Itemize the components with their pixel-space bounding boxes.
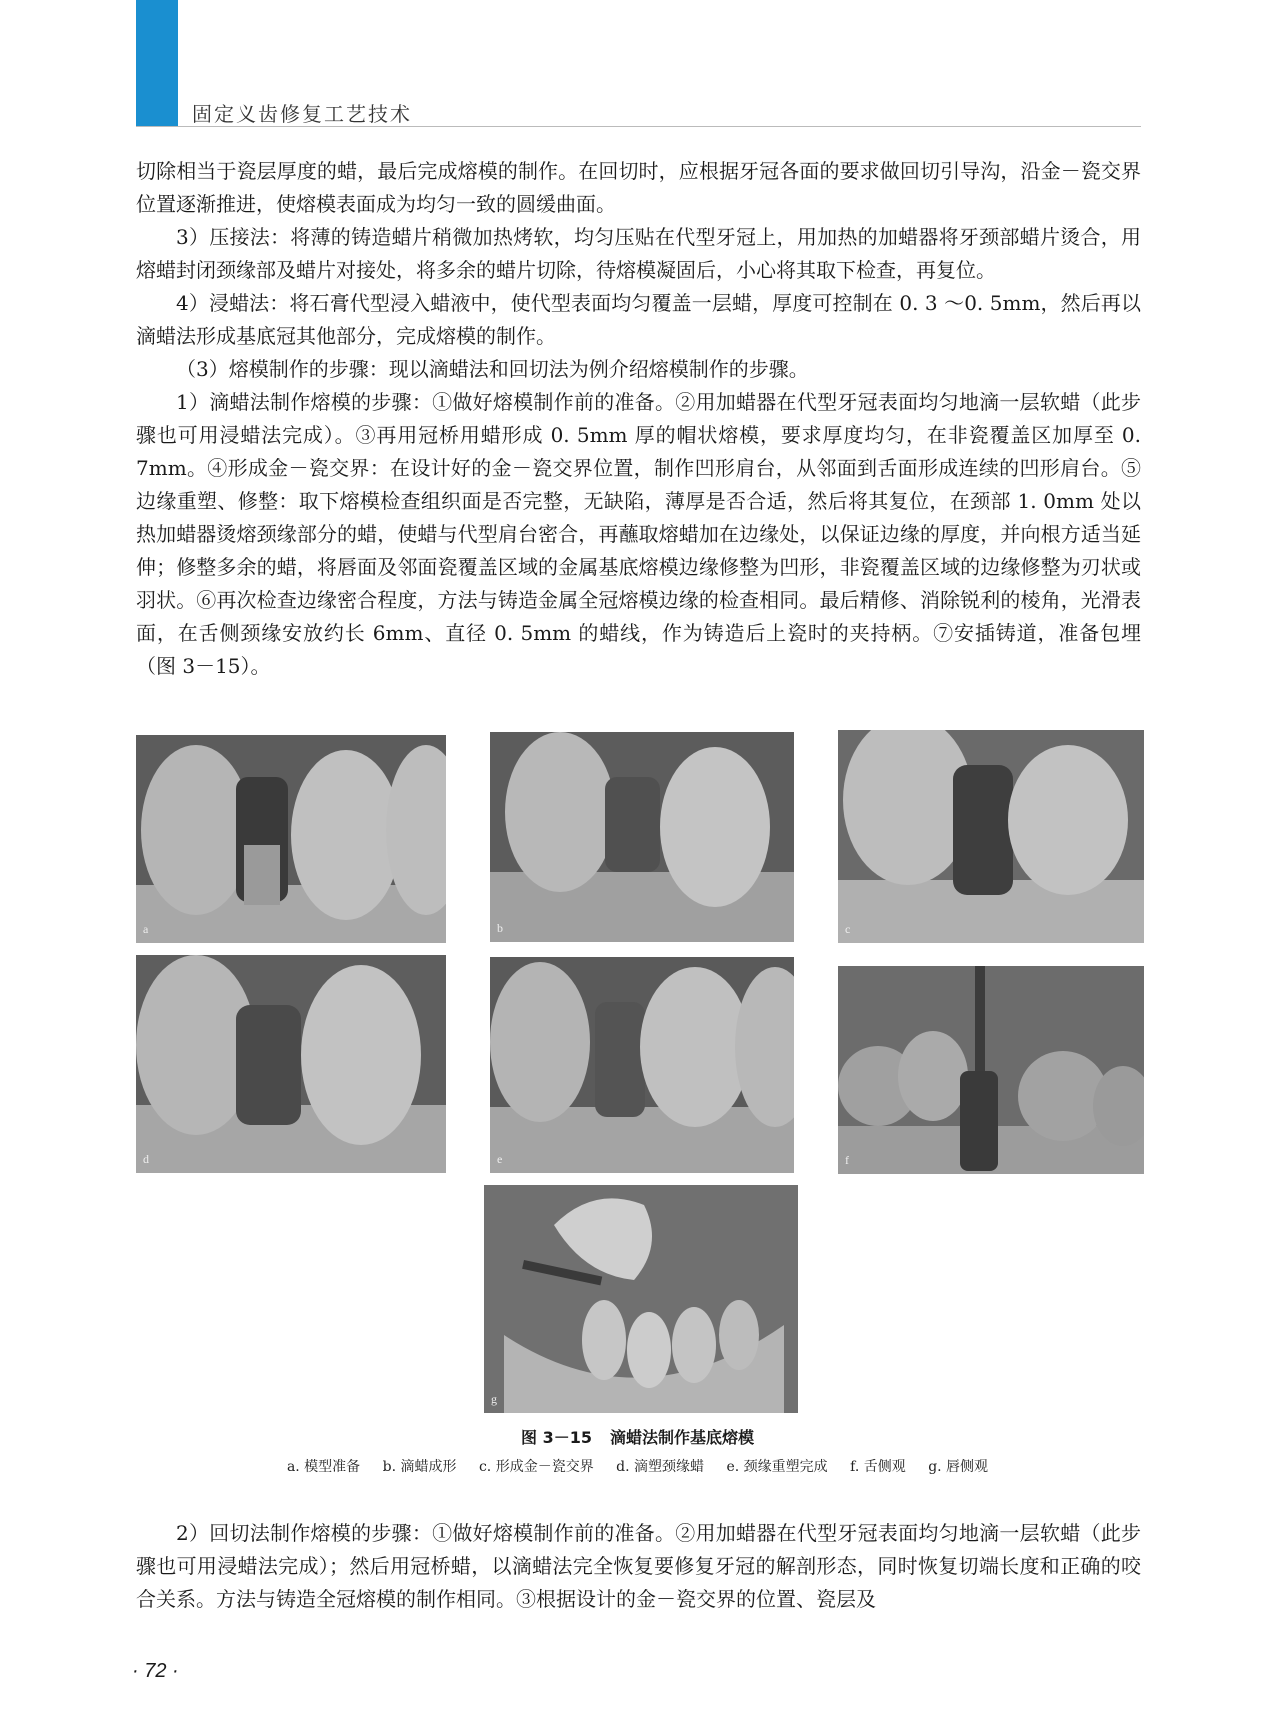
figure-photo-g [484, 1185, 798, 1413]
figure-title: 滴蜡法制作基底熔模 [609, 1428, 754, 1447]
panel-letter: e [497, 1152, 503, 1166]
panel-letter: a [143, 922, 149, 936]
subcaption-f: f. 舌侧观 [850, 1459, 906, 1475]
subcaption-g: g. 唇侧观 [928, 1459, 989, 1475]
running-header-title: 固定义齿修复工艺技术 [192, 102, 412, 126]
subcaption-a: a. 模型准备 [286, 1459, 361, 1475]
subcaption-e: e. 颈缘重塑完成 [726, 1459, 828, 1475]
panel-letter: g [491, 1392, 497, 1406]
subcaption-d: d. 滴塑颈缘蜡 [616, 1459, 705, 1475]
paragraph: 2）回切法制作熔模的步骤：①做好熔模制作前的准备。②用加蜡器在代型牙冠表面均匀地滴一层软蜡（此步骤也可用浸蜡法完成）；然后用冠桥蜡，以滴蜡法完全恢复要修复牙冠的解剖形态，同时恢复切端长度和正确的咬合关系。方法与铸造全冠熔模的制作相同。③根据设计的金－瓷交界的位置、瓷层及 [136, 1521, 1141, 1611]
subcaption-c: c. 形成金－瓷交界 [478, 1459, 594, 1475]
figure-photo-a [136, 735, 446, 943]
paragraph: 3）压接法：将薄的铸造蜡片稍微加热烤软，均匀压贴在代型牙冠上，用加热的加蜡器将牙颈部蜡片烫合，用熔蜡封闭颈缘部及蜡片对接处，将多余的蜡片切除，待熔模凝固后，小心将其取下检查，再复位。 [136, 225, 1141, 282]
panel-letter: d [143, 1152, 149, 1166]
panel-letter: b [497, 921, 503, 935]
header-accent-bar [136, 0, 178, 126]
figure-number: 图 3－15 [521, 1428, 592, 1447]
figure-photo-c [838, 730, 1144, 943]
paragraph: 切除相当于瓷层厚度的蜡，最后完成熔模的制作。在回切时，应根据牙冠各面的要求做回切引导沟，沿金－瓷交界位置逐渐推进，使熔模表面成为均匀一致的圆缓曲面。 [136, 159, 1141, 216]
page-number: · 72 · [132, 1660, 179, 1682]
panel-letter: c [845, 922, 851, 936]
figure-photo-b [490, 732, 794, 942]
paragraph: 4）浸蜡法：将石膏代型浸入蜡液中，使代型表面均匀覆盖一层蜡，厚度可控制在 0. 3 ～0. 5mm，然后再以滴蜡法形成基底冠其他部分，完成熔模的制作。 [136, 291, 1141, 348]
paragraph: 1）滴蜡法制作熔模的步骤：①做好熔模制作前的准备。②用加蜡器在代型牙冠表面均匀地滴一层软蜡（此步骤也可用浸蜡法完成）。③再用冠桥用蜡形成 0. 5mm 厚的帽状熔模，要求厚度均匀，在非瓷覆盖区加厚至 0. 7mm。④形成金－瓷交界：在设计好的金－瓷交界位置，制作凹形肩台，从邻面到舌面形成连续的凹形肩台。⑤边缘重塑、修整：取下熔模检查组织面是否完整，无缺陷，薄厚是否合适，然后将其复位，在颈部 1. 0mm 处以热加蜡器烫熔颈缘部分的蜡，使蜡与代型肩台密合，再蘸取熔蜡加在边缘处，以保证边缘的厚度，并向根方适当延伸；修整多余的蜡，将唇面及邻面瓷覆盖区域的金属基底熔模边缘修整为凹形，非瓷覆盖区域的边缘修整为刃状或羽状。⑥再次检查边缘密合程度，方法与铸造金属全冠熔模边缘的检查相同。最后精修、消除锐利的棱角，光滑表面，在舌侧颈缘安放约长 6mm、直径 0. 5mm 的蜡线，作为铸造后上瓷时的夹持柄。⑦安插铸道，准备包埋（图 3－15）。 [136, 390, 1141, 678]
header-divider [136, 126, 1141, 127]
body-text-top [136, 155, 1141, 683]
figure-photo-e [490, 957, 794, 1173]
subcaption-b: b. 滴蜡成形 [382, 1459, 457, 1475]
body-text-bottom [136, 1517, 1141, 1616]
figure-photo-d [136, 955, 446, 1173]
paragraph: （3）熔模制作的步骤：现以滴蜡法和回切法为例介绍熔模制作的步骤。 [176, 357, 809, 381]
figure-subcaptions [0, 1456, 1275, 1476]
figure-caption [0, 1425, 1275, 1448]
panel-letter: f [845, 1153, 849, 1167]
figure-photo-f [838, 966, 1144, 1174]
